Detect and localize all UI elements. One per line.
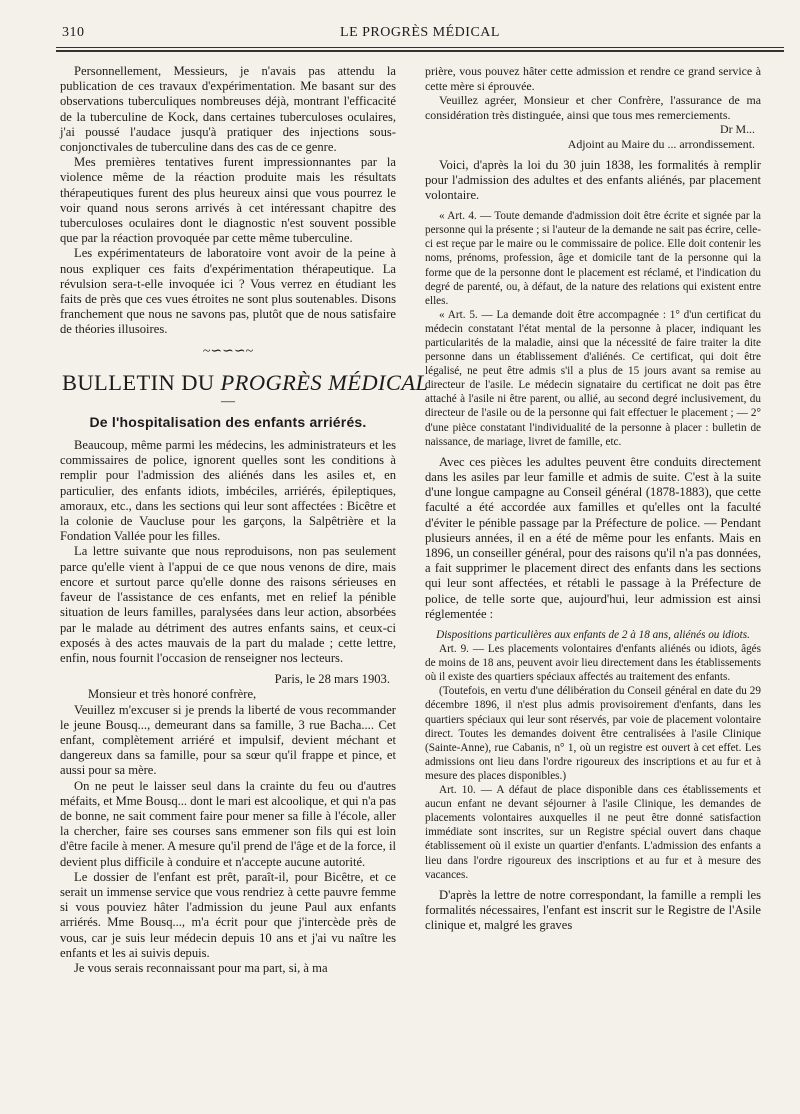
letter-date: Paris, le 28 mars 1903.	[274, 672, 390, 687]
dispositions-heading: Dispositions particulières aux enfants de 2 à 18 ans, aliénés ou idiots.	[436, 629, 750, 641]
journal-title: LE PROGRÈS MÉDICAL	[340, 25, 500, 40]
bulletin-title-italic: PROGRÈS MÉDICAL	[220, 369, 429, 395]
letter-body	[60, 703, 396, 977]
regulation-article-9: Art. 9. — Les placements volontaires d'enfants aliénés ou idiots, âgés de moins de 18 ans, peuvent avoir lieu directement dans les établissements où il existe des quartiers spéciaux affectés au traitement des enfants.	[425, 643, 761, 684]
signature-role: Adjoint au Maire du ... arrondissement.	[567, 136, 755, 151]
paragraph: Veuillez agréer, Monsieur et cher Confrère, l'assurance de ma considération très distinguée, ainsi que tous mes remerciements.	[425, 93, 761, 122]
section-flourish: ~∽∽∽~	[202, 343, 254, 359]
regulation-note: (Toutefois, en vertu d'une délibération du Conseil général en date du 29 décembre 1896, il n'est plus admis provisoirement d'enfants, dans les quartiers spéciaux qui leur sont réservés, par voie de placement volontaire direct. Toutes les demandes doivent être centralisées à l'asile Clinique (Sainte-Anne), rue Cabanis, n° 1, où un registre est ouvert à cet effet. Les admissions ont lieu dans l'ordre rigoureux des inscriptions et au fur et à mesure des places disponibles.)	[425, 685, 761, 782]
paragraph: Beaucoup, même parmi les médecins, les administrateurs et les commissaires de police, ignorent quelles sont les conditions à remplir pour l'admission des aliénés dans les asiles et, en particulier, des enfants idiots, imbéciles, arriérés, épileptiques, amoraux, etc., dans les sections qui leur sont affectées : Bicêtre et la colonie de Vaucluse pour les garçons, la Salpêtrière et la Fondation Vallée pour les filles.	[60, 438, 396, 544]
regulation-article-10: Art. 10. — A défaut de place disponible dans ces établissements et aucun enfant ne devant séjourner à l'asile Clinique, les demandes de placements volontaires auxquelles il ne peut être donné satisfaction immédiate sont inscrites, sur un Registre spécial ouvert dans chaque établissement où il existe un quartier d'enfants. L'admission des enfants a lieu dans l'ordre rigoureux des inscriptions et au fur et à mesure des vacances.	[425, 784, 761, 881]
page-number: 310	[62, 25, 85, 40]
law-article-4: « Art. 4. — Toute demande d'admission doit être écrite et signée par la personne qui la présente ; si l'auteur de la demande ne sait pas écrire, celle-ci est reçue par le maire ou le commissaire de police. Elle doit contenir les noms, prénoms, profession, âge et domicile tant de la personne qui la forme que de la personne dont le placement est réclamé, et l'indication du degré de parenté, ou, à défaut, de la nature des relations qui existent entre elles.	[425, 210, 761, 307]
paragraph: prière, vous pouvez hâter cette admission et rendre ce grand service à cette mère si éprouvée.	[425, 64, 761, 93]
paragraph: On ne peut le laisser seul dans la crainte du feu ou d'autres méfaits, et Mme Bousq... dont le mari est alcoolique, et qui n'a pas de bonne, ne sait comment faire pour mener sa fille à l'école, aller la chercher, faire ses courses sans emmener son fils qui est loin d'être facile à mener. A mesure qu'il prend de l'âge et de la force, il devient plus difficile à conduire et n'accepte aucune autorité.	[60, 778, 396, 869]
paragraph: Je vous serais reconnaissant pour ma part, si, à ma	[74, 960, 328, 975]
paragraph: Avec ces pièces les adultes peuvent être conduits directement dans les asiles par leur famille et admis de suite. C'est à la suite d'une longue campagne au Conseil général (1878-1883), que cette faculté a été accordée aux familles et qu'elles ont la faculté d'éviter le pénible passage par la Préfecture de police. — Pendant plusieurs années, il en a été de même pour les enfants. Mais en 1896, un conseiller général, pour des raisons qu'il n'a pas données, a fait supprimer le placement direct des enfants dans les sections qui leur sont affectées, et rétabli le passage à la Préfecture de police, de telle sorte que, aujourd'hui, leur admission est ainsi réglementée :	[425, 454, 761, 621]
bulletin-dash: —	[221, 393, 235, 409]
article-subheading: De l'hospitalisation des enfants arriérés.	[89, 413, 367, 430]
paragraph: Veuillez m'excuser si je prends la liberté de vous recommander le jeune Bousq..., demeurant dans sa famille, 3 rue Bacha.... Cet enfant, complètement arriéré et impulsif, devient méchant et dangereux dans sa famille, pour sa sœur qu'il frappe et pince, et aussi pour sa mère.	[60, 702, 396, 778]
letter-salutation: Monsieur et très honoré confrère,	[88, 687, 257, 702]
paragraph: Le dossier de l'enfant est prêt, paraît-il, pour Bicêtre, et ce serait un immense service que vous rendriez à cette pauvre femme si vous pouviez hâter l'admission du jeune Paul aux enfants arriérés. Mme Bousq..., m'a écrit pour que j'intercède près de vous, car je suis leur médecin depuis 10 ans et j'ai vu naître les enfants et les ai suivis depuis.	[60, 869, 396, 960]
paragraph: La lettre suivante que nous reproduisons, non pas seulement parce qu'elle vient à l'appui de ce que nous venons de dire, mais encore et surtout parce qu'elle donne des raisons sérieuses en faveur de l'assistance de ces enfants, met en relief la pénible situation de leurs familles, paralysées dans leur action, absorbées par le malade au détriment des autres enfants sains, et ceux-ci exposés à des actes mauvais de la part du malade ; cette lettre, enfin, nous fournit l'occasion de renseigner nos lecteurs.	[60, 544, 396, 665]
header-rule-double	[56, 50, 784, 52]
bulletin-title-plain: BULLETIN DU	[62, 369, 221, 395]
paragraph: Voici, d'après la loi du 30 juin 1838, les formalités à remplir pour l'admission des adultes et des enfants aliénés, par placement volontaire.	[425, 157, 761, 202]
paragraph: Les expérimentateurs de laboratoire vont avoir de la peine à nous expliquer ces faits d'expérimentation thérapeutique. La révulsion sera-t-elle invoquée ici ? Vous verrez en étudiant les faits de près que ces vues étroites ne sont plus soutenables. Disons franchement que nous ne savons pas, plutôt que de nous satisfaire de théories illusoires.	[60, 246, 396, 337]
law-article-5: « Art. 5. — La demande doit être accompagnée : 1° d'un certificat du médecin constatant l'état mental de la personne à placer, indiquant les particularités de la maladie, ainsi que la nécessité de faire traiter la dite personne dans un établissement d'aliénés. Ce certificat, qui doit être légalisé, ne peut être admis s'il a plus de 15 jours avant sa remise au directeur de l'asile. Le médecin signataire du certificat ne doit pas être attaché à l'asile ni être parent, ou allié, au second degré inclusivement, du directeur de l'asile ou de la personne qui fait effectuer le placement ; — 2° d'une pièce constatant l'individualité de la personne à placer : bulletin de naissance, de mariage, livret de famille, etc.	[425, 308, 761, 448]
paragraph: Personnellement, Messieurs, je n'avais pas attendu la publication de ces travaux d'expérimentation. Me basant sur des observations tuberculiques nombreuses déjà, montrant l'efficacité de la tuberculine de Kock, dans certaines tuberculoses oculaires, j'ai poussé l'audace jusqu'à pratiquer des injections sous-conjonctivales de tuberculine dans des cas de ce genre.	[60, 64, 396, 155]
left-column	[60, 64, 429, 976]
right-column	[425, 64, 761, 933]
page-header	[56, 22, 784, 44]
bulletin-title	[60, 369, 429, 396]
signature: Dr M...	[719, 122, 755, 137]
paragraph: Mes premières tentatives furent impressionnantes par la violence même de la réaction produite mais les résultats thérapeutiques furent des plus heureux ainsi que vous pourrez le voir quand nous serons arrivés à cet intéressant chapitre des tuberculoses oculaires dont le diagnostic n'est souvent possible que par la réaction provoquée par cette même tuberculine.	[60, 155, 396, 246]
header-rule	[56, 47, 784, 48]
paragraph: D'après la lettre de notre correspondant, la famille a rempli les formalités nécessaires, l'enfant est inscrit sur le Registre de l'Asile clinique et, malgré les graves	[425, 887, 761, 933]
